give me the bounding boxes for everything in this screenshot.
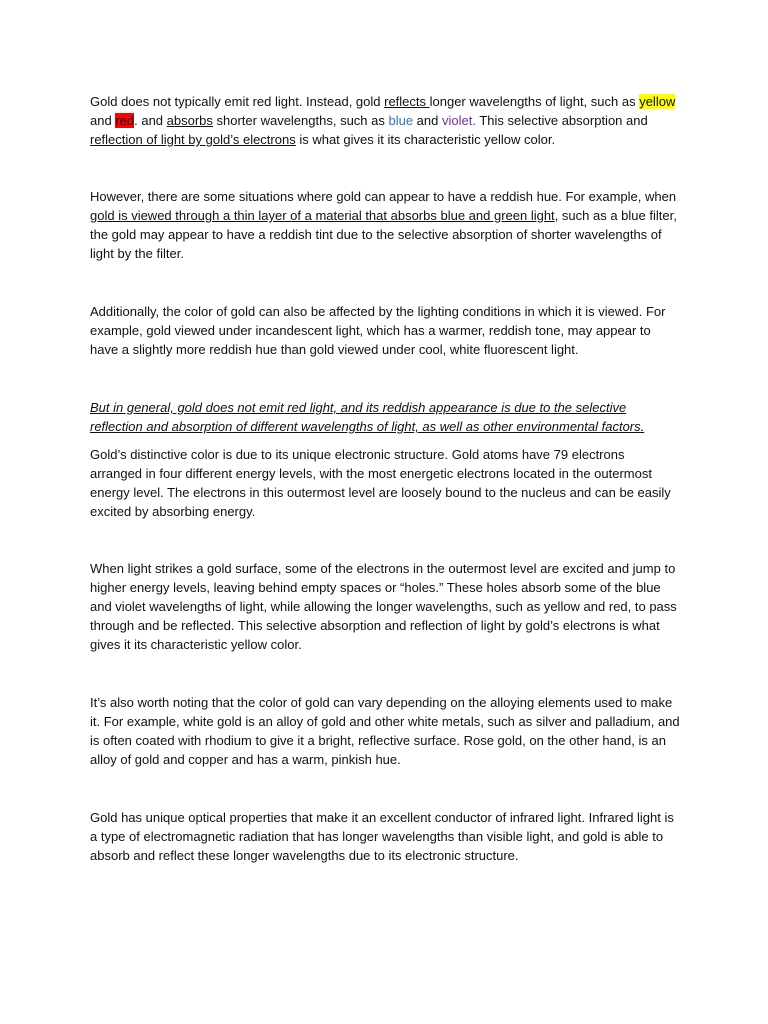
text-run: However, there are some situations where gold can appear to have a reddish hue. For example, when bbox=[90, 189, 677, 204]
underlined-reflects: reflects bbox=[384, 94, 430, 109]
text-run: and bbox=[90, 113, 116, 128]
text-run: Gold does not typically emit red light. Instead, gold bbox=[90, 94, 385, 109]
text-run: and bbox=[413, 113, 442, 128]
paragraph-gold-reflection bbox=[90, 92, 680, 149]
highlight-yellow-word: yellow bbox=[639, 94, 676, 109]
paragraph-lighting-conditions: Additionally, the color of gold can also be affected by the lighting conditions in which it is viewed. For example, gold viewed under incandescent light, which has a warmer, reddish tone, may appear to have a slightly more reddish hue than gold viewed under cool, white fluorescent light. bbox=[90, 304, 666, 357]
text-run: longer wavelengths of light, such as bbox=[429, 94, 640, 109]
text-run: shorter wavelengths, such as bbox=[212, 113, 389, 128]
violet-colored-word: violet. bbox=[441, 113, 476, 128]
text-run: , such as a blue filter, the gold may appear to have a reddish tint due to the selective absorption of shorter wavelengths of light by the filter. bbox=[90, 208, 677, 261]
text-run: This selective absorption and bbox=[475, 113, 648, 128]
text-run: is what gives it its characteristic yellow color. bbox=[295, 132, 556, 147]
paragraph-light-strikes: When light strikes a gold surface, some of the electrons in the outermost level are excited and jump to higher energy levels, leaving behind empty spaces or “holes.” These holes absorb some of the blue and violet wavelengths of light, while allowing the longer wavelengths, such as yellow and red, to pass through and be reflected. This selective absorption and reflection of light by gold’s electrons is what gives it its characteristic yellow color. bbox=[90, 561, 677, 652]
underlined-phrase: gold is viewed through a thin layer of a material that absorbs blue and green light bbox=[90, 208, 555, 223]
paragraph-reddish-hue bbox=[90, 187, 680, 263]
text-run: . and bbox=[134, 113, 167, 128]
paragraph-alloying: It’s also worth noting that the color of gold can vary depending on the alloying elements used to make it. For example, white gold is an alloy of gold and other white metals, such as silver and palladium, and is often coated with rhodium to give it a bright, reflective surface. Rose gold, on the other hand, is an alloy of gold and copper and has a warm, pinkish hue. bbox=[90, 695, 680, 767]
paragraph-electronic-structure: Gold’s distinctive color is due to its unique electronic structure. Gold atoms have 79 electrons arranged in four different energy levels, with the most energetic electrons located in the outermost energy level. The electrons in this outermost level are loosely bound to the nucleus and can be easily excited by absorbing energy. bbox=[90, 447, 671, 519]
blue-colored-word: blue bbox=[388, 113, 414, 128]
paragraph-infrared: Gold has unique optical properties that make it an excellent conductor of infrared light. Infrared light is a type of electromagnetic radiation that has longer wavelengths than visible light, and gold is able to absorb and reflect these longer wavelengths due to its electronic structure. bbox=[90, 810, 674, 863]
underlined-absorbs: absorbs bbox=[166, 113, 213, 128]
highlight-red-word: red bbox=[115, 113, 135, 128]
underlined-phrase: reflection of light by gold’s electrons bbox=[90, 132, 296, 147]
paragraph-general-summary: But in general, gold does not emit red light, and its reddish appearance is due to the selective reflection and absorption of different wavelengths of light, as well as other environmental factors. bbox=[90, 400, 645, 434]
